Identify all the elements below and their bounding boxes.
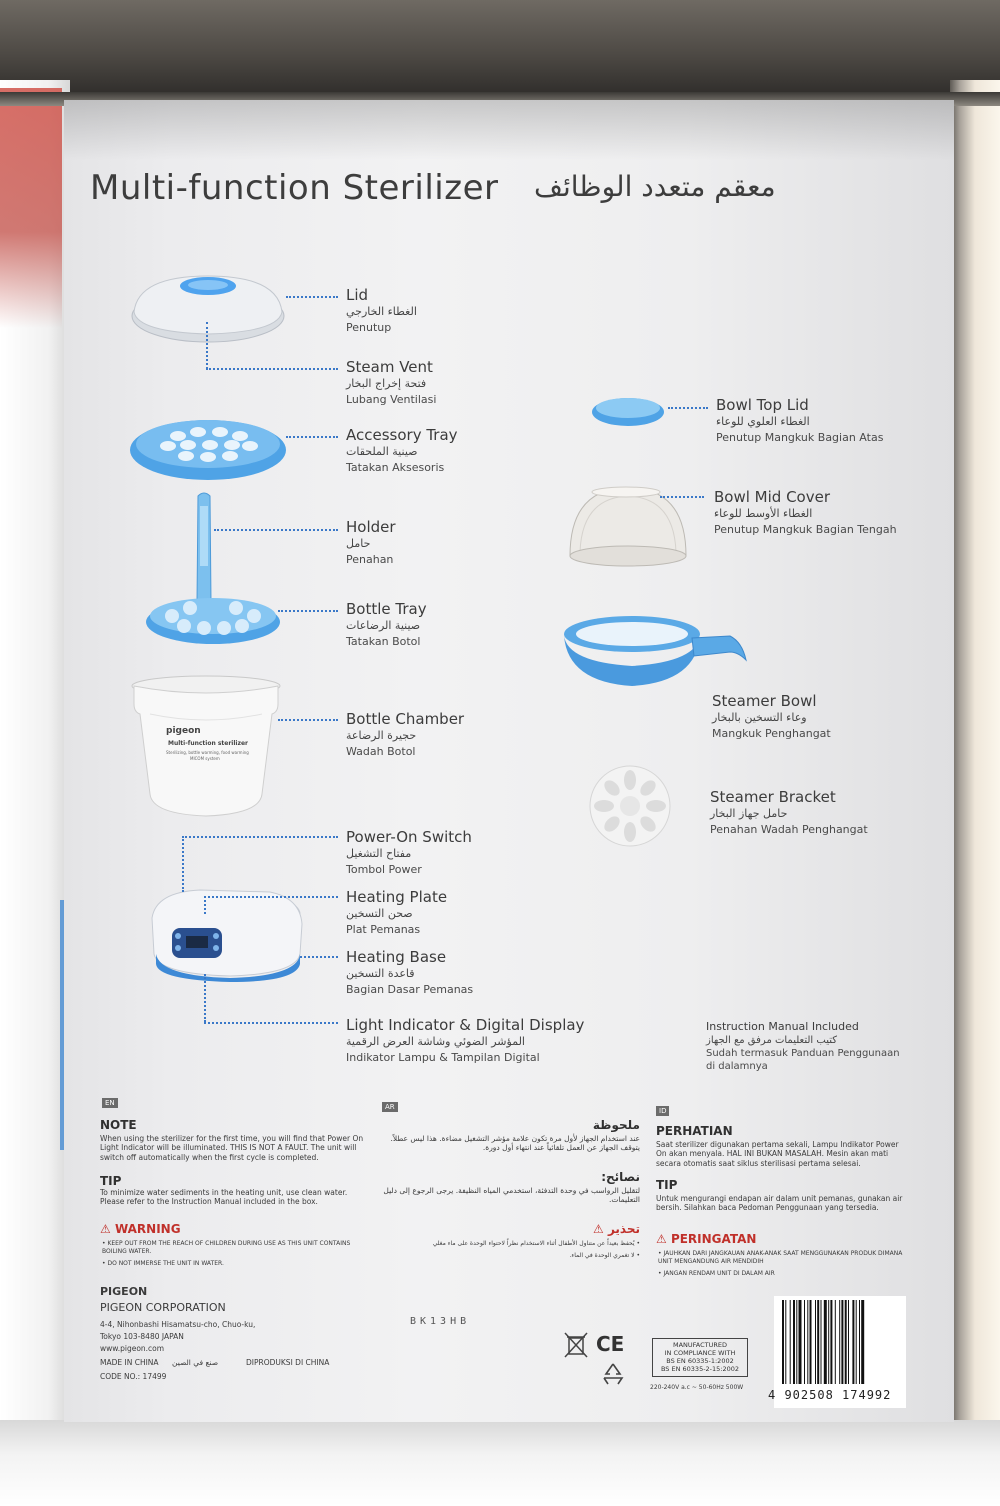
label-heating-base-en: Heating Base (346, 948, 447, 966)
box-bottom-surface (0, 1420, 1000, 1506)
made-in-id: DIPRODUKSI DI CHINA (246, 1358, 330, 1367)
en-tip-title: TIP (100, 1174, 122, 1188)
id-warning-title (656, 1232, 756, 1246)
weee-bin-icon (562, 1330, 590, 1360)
bowl-top-lid-image (590, 392, 666, 428)
label-light-indicator-id: Indikator Lampu & Tampilan Digital (346, 1050, 540, 1064)
power-rating: 220-240V a.c ~ 50-60Hz 500W (650, 1384, 744, 1391)
label-light-indicator-en: Light Indicator & Digital Display (346, 1016, 585, 1034)
barcode-digits: 4 902508 174992 (768, 1388, 892, 1402)
label-lid-ar: الغطاء الخارجي (346, 304, 417, 318)
corporate-address-1: 4-4, Nihonbashi Hisamatsu-cho, Chuo-ku, (100, 1320, 256, 1329)
product-title-en: Multi-function Sterilizer (90, 168, 499, 208)
label-bottle-chamber (346, 710, 464, 758)
id-tip-title: TIP (656, 1178, 678, 1192)
bowl-mid-cover-image (566, 482, 690, 568)
warning-icon: ⚠ (593, 1222, 608, 1236)
label-holder-ar: حامل (346, 536, 371, 550)
corporate-name: PIGEON CORPORATION (100, 1301, 226, 1314)
label-heating-base-id: Bagian Dasar Pemanas (346, 982, 474, 996)
recycle-icon (600, 1362, 626, 1386)
label-heating-base (346, 948, 473, 996)
compliance-box (652, 1338, 748, 1377)
en-warning-2: • DO NOT IMMERSE THE UNIT IN WATER. (102, 1260, 224, 1267)
label-accessory-tray-en: Accessory Tray (346, 426, 458, 444)
id-note-title: PERHATIAN (656, 1124, 733, 1138)
label-holder-en: Holder (346, 518, 396, 536)
chamber-line1: Sterilizing, bottle warming, food warming (166, 750, 249, 755)
label-accessory-tray-ar: صينية الملحقات (346, 444, 418, 458)
label-steam-vent-ar: فتحة إخراج البخار (346, 376, 427, 390)
chamber-product-name: Multi-function sterilizer (168, 740, 248, 747)
label-power-switch-ar: مفتاح التشغيل (346, 846, 412, 860)
label-light-indicator-ar: المؤشر الضوئي وشاشة العرض الرقمية (346, 1034, 525, 1048)
ar-warning-title (374, 1222, 640, 1236)
label-steamer-bracket-ar: حامل جهاز البخار (710, 806, 788, 820)
label-bowl-top-lid-en: Bowl Top Lid (716, 396, 809, 414)
label-bowl-mid-cover (714, 488, 897, 536)
pigeon-logo: PIGEON (100, 1285, 148, 1298)
label-bottle-chamber-en: Bottle Chamber (346, 710, 465, 728)
label-holder (346, 518, 396, 566)
label-bottle-tray-ar: صينية الرضاعات (346, 618, 421, 632)
label-power-switch (346, 828, 472, 876)
chamber-line2: MICOM system (190, 756, 220, 761)
compliance-line-3: BS EN 60335-1:2002 (666, 1357, 734, 1366)
en-note-text: When using the sterilizer for the first time, you will find that Power On Light Indicator will be illuminated. THIS IS NOT A FAULT. The unit will switch off automatically when the first cycle is completed. (100, 1134, 364, 1162)
ar-note-title: ملحوظة (592, 1118, 640, 1132)
manual-ar: كتيب التعليمات مرفق مع الجهاز (706, 1035, 838, 1047)
label-steamer-bracket (710, 788, 868, 836)
ar-warning-1: • يُحفظ بعيداً عن متناول الأطفال أثناء الاستخدام نظراً لاحتواء الوحدة على ماء مغلي (432, 1240, 640, 1247)
label-bowl-mid-cover-id: Penutup Mangkuk Bagian Tengah (714, 522, 897, 536)
barcode-bars (774, 1300, 906, 1386)
label-steamer-bracket-en: Steamer Bracket (710, 788, 836, 806)
model-number: BK13HB (410, 1316, 471, 1327)
label-bowl-top-lid (716, 396, 883, 444)
warning-icon: ⚠ (100, 1222, 115, 1236)
corporate-website: www.pigeon.com (100, 1344, 165, 1353)
made-in-ar: صنع في الصين (172, 1358, 219, 1367)
ce-mark-icon: CE (596, 1332, 625, 1356)
lang-tag-id: ID (656, 1106, 669, 1116)
label-steamer-bracket-id: Penahan Wadah Penghangat (710, 822, 868, 836)
en-tip-text: To minimize water sediments in the heating unit, use clean water. Please refer to the Instruction Manual included in the box. (100, 1188, 348, 1207)
label-bottle-tray (346, 600, 427, 648)
id-tip-text: Untuk mengurangi endapan air dalam unit pemanas, gunakan air bersih. Silahkan baca Pedoman Penggunaan yang tersedia. (656, 1194, 903, 1213)
label-bowl-mid-cover-ar: الغطاء الأوسط للوعاء (714, 506, 813, 520)
label-lid (346, 286, 417, 334)
label-accessory-tray-id: Tatakan Aksesoris (346, 460, 445, 474)
en-warning-1: • KEEP OUT FROM THE REACH OF CHILDREN DURING USE AS THIS UNIT CONTAINS BOILING WATER. (102, 1240, 351, 1255)
ar-warning-2: • لا تغمري الوحدة في الماء. (569, 1252, 640, 1259)
lid-image (128, 270, 288, 345)
label-heating-base-ar: قاعدة التسخين (346, 966, 415, 980)
label-steamer-bowl-ar: وعاء التسخين بالبخار (712, 710, 807, 724)
id-warning-label: PERINGATAN (670, 1232, 757, 1246)
label-bowl-top-lid-id: Penutup Mangkuk Bagian Atas (716, 430, 884, 444)
box-right-side (950, 80, 1000, 1460)
label-bowl-mid-cover-en: Bowl Mid Cover (714, 488, 830, 506)
label-power-switch-en: Power-On Switch (346, 828, 472, 846)
label-light-indicator (346, 1016, 584, 1064)
id-warning-2: • JANGAN RENDAM UNIT DI DALAM AIR (658, 1270, 775, 1277)
compliance-line-1: MANUFACTURED (672, 1341, 728, 1349)
manual-id-1: Sudah termasuk Panduan Penggunaan (706, 1048, 900, 1060)
label-heating-plate-ar: صحن التسخين (346, 906, 413, 920)
corporate-address-2: Tokyo 103-8480 JAPAN (100, 1332, 184, 1341)
compliance-line-2: IN COMPLIANCE WITH (664, 1349, 736, 1358)
label-bottle-tray-en: Bottle Tray (346, 600, 427, 618)
id-warning-1: • JAUHKAN DARI JANGKAUAN ANAK-ANAK SAAT MENGGUNAKAN PRODUK DIMANA UNIT MENGANDUNG AIR MENDIDIH (658, 1250, 903, 1265)
bottle-tray-image (144, 588, 282, 646)
product-title-ar: معقم متعدد الوظائف (534, 170, 776, 203)
label-steam-vent-en: Steam Vent (346, 358, 433, 376)
label-steamer-bowl-id: Mangkuk Penghangat (712, 726, 831, 740)
label-power-switch-id: Tombol Power (346, 862, 422, 876)
ar-warning-label: تحذير (607, 1222, 640, 1236)
warning-icon: ⚠ (656, 1232, 671, 1246)
heating-base-image (150, 884, 306, 982)
label-heating-plate (346, 888, 447, 936)
label-accessory-tray (346, 426, 458, 474)
manual-en: Instruction Manual Included (706, 1020, 859, 1033)
manual-note (706, 1020, 900, 1073)
lang-tag-en: EN (102, 1098, 118, 1108)
steamer-bowl-image (562, 612, 752, 696)
label-bowl-top-lid-ar: الغطاء العلوي للوعاء (716, 414, 810, 428)
ar-tip-title: نصائح: (601, 1170, 640, 1184)
label-bottle-chamber-id: Wadah Botol (346, 744, 416, 758)
chamber-brand: pigeon (166, 726, 201, 736)
code-number: CODE NO.: 17499 (100, 1372, 167, 1381)
label-holder-id: Penahan (346, 552, 394, 566)
made-in-en: MADE IN CHINA (100, 1358, 159, 1367)
box-left-print (0, 88, 62, 328)
label-steam-vent-id: Lubang Ventilasi (346, 392, 437, 406)
label-steamer-bowl-en: Steamer Bowl (712, 692, 817, 710)
panel-shadow (64, 100, 954, 160)
en-warning-label: WARNING (114, 1222, 181, 1236)
box-back-panel (64, 100, 954, 1422)
compliance-line-4: BS EN 60335-2-15:2002 (660, 1365, 740, 1374)
en-note-title: NOTE (100, 1118, 137, 1132)
manual-id-2: di dalamnya (706, 1061, 768, 1073)
lang-tag-ar: AR (382, 1102, 398, 1112)
ar-note-text: عند استخدام الجهاز لأول مرة تكون علامة مؤشر التشغيل مضاءة. هذا ليس عطلاً. يتوقف الجهاز عن العمل تلقائياً عند انتهاء أول دورة. (390, 1134, 640, 1153)
steamer-bracket-image (588, 764, 672, 848)
label-steamer-bowl (712, 692, 831, 740)
label-lid-en: Lid (346, 286, 369, 304)
label-heating-plate-en: Heating Plate (346, 888, 448, 906)
label-bottle-chamber-ar: حجيرة الرضاعة (346, 728, 417, 742)
label-heating-plate-id: Plat Pemanas (346, 922, 421, 936)
id-note-text: Saat sterilizer digunakan pertama sekali, Lampu Indikator Power On akan menyala. HAL INI BUKAN MASALAH. Mesin akan mati secara otomatis saat siklus sterilisasi pertama selesai. (656, 1140, 899, 1168)
en-warning-title (100, 1222, 181, 1236)
accessory-tray-image (128, 412, 288, 484)
label-lid-id: Penutup (346, 320, 392, 334)
ar-tip-text: لتقليل الرواسب في وحدة التدفئة، استخدمي المياه النظيفة. يرجى الرجوع إلى دليل التعليمات. (383, 1186, 640, 1205)
label-steam-vent (346, 358, 436, 406)
label-bottle-tray-id: Tatakan Botol (346, 634, 421, 648)
box-top-flap (0, 0, 1000, 100)
